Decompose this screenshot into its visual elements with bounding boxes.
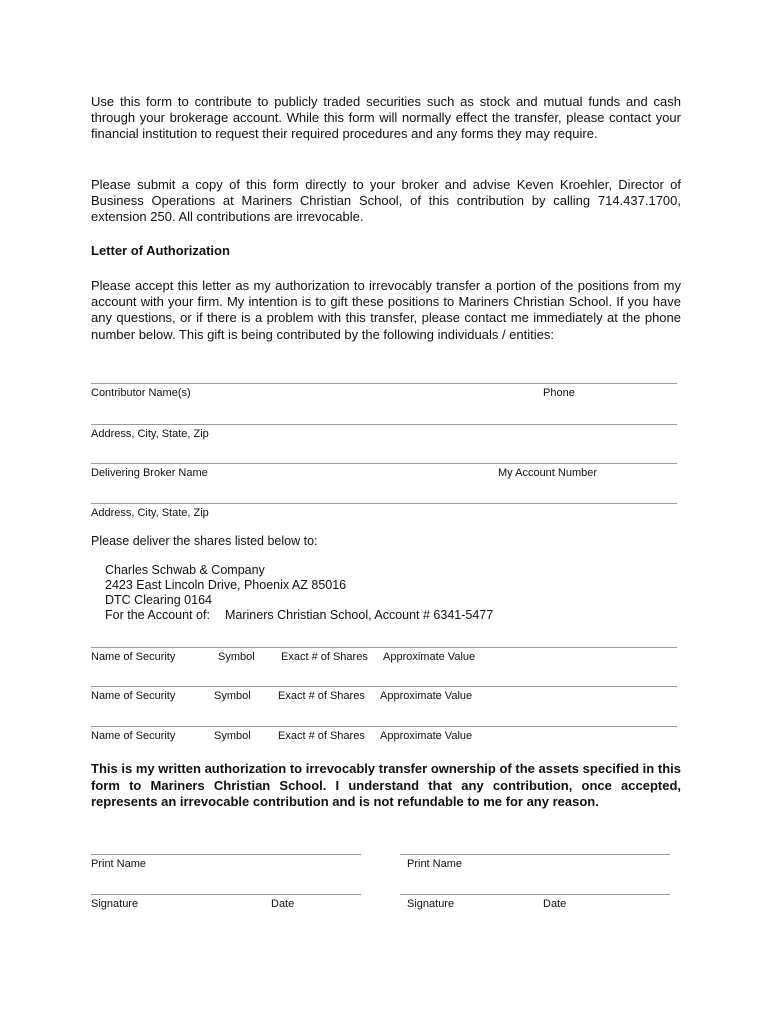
intro-paragraph: Use this form to contribute to publicly traded securities such as stock and mutual funds and cash through your brokerage account. While this form will normally effect the transfer, please contact your financial institution to request their required procedures and any forms they may require. xyxy=(91,94,681,142)
security-symbol-label: Symbol xyxy=(214,690,251,702)
security-shares-label: Exact # of Shares xyxy=(281,651,368,663)
delivery-account-label: For the Account of: xyxy=(105,608,210,622)
security-name-label: Name of Security xyxy=(91,651,176,663)
address-label-1: Address, City, State, Zip xyxy=(91,428,209,440)
address-label-2: Address, City, State, Zip xyxy=(91,507,209,519)
delivery-instruction: Please deliver the shares listed below to: xyxy=(91,534,318,548)
delivering-broker-label: Delivering Broker Name xyxy=(91,467,208,479)
security-value-label: Approximate Value xyxy=(380,690,473,702)
security-line-3[interactable] xyxy=(91,726,677,727)
date-label-left: Date xyxy=(271,898,295,910)
signature-line-left[interactable] xyxy=(91,894,361,895)
security-value-label: Approximate Value xyxy=(380,730,473,742)
print-name-line-left[interactable] xyxy=(91,854,361,855)
signature-line-right[interactable] xyxy=(400,894,670,895)
security-value-label: Approximate Value xyxy=(383,651,476,663)
print-name-line-right[interactable] xyxy=(400,854,670,855)
security-name-label: Name of Security xyxy=(91,730,176,742)
broker-line[interactable] xyxy=(91,463,677,464)
delivery-company: Charles Schwab & Company xyxy=(105,563,265,577)
letter-heading: Letter of Authorization xyxy=(91,243,230,258)
security-symbol-label: Symbol xyxy=(214,730,251,742)
phone-label: Phone xyxy=(543,387,575,399)
date-label-right: Date xyxy=(543,898,567,910)
signature-label-right: Signature xyxy=(407,898,455,910)
security-line-1[interactable] xyxy=(91,647,677,648)
address-line-1[interactable] xyxy=(91,424,677,425)
submit-instructions-paragraph: Please submit a copy of this form directly to your broker and advise Keven Kroehler, Director of Business Operations at Mariners Christian School, of this contribution by calling 714.437.1700, extension 250. All contributions are irrevocable. xyxy=(91,177,681,225)
security-shares-label: Exact # of Shares xyxy=(278,690,365,702)
account-number-label: My Account Number xyxy=(498,467,598,479)
signature-label-left: Signature xyxy=(91,898,139,910)
delivery-account-value: Mariners Christian School, Account # 6341-5477 xyxy=(225,608,494,622)
letter-body: Please accept this letter as my authorization to irrevocably transfer a portion of the positions from my account with your firm. My intention is to gift these positions to Mariners Christian School. If you have any questions, or if there is a problem with this transfer, please contact me immediately at the phone number below. This gift is being contributed by the following individuals / entities: xyxy=(91,278,681,342)
contributor-names-label: Contributor Name(s) xyxy=(91,387,191,399)
delivery-address: 2423 East Lincoln Drive, Phoenix AZ 85016 xyxy=(105,578,347,592)
authorization-statement: This is my written authorization to irrevocably transfer ownership of the assets specified in this form to Mariners Christian School. I understand that any contribution, once accepted, represents an irrevocable contribution and is not refundable to me for any reason. xyxy=(91,761,681,809)
contributor-name-line[interactable] xyxy=(91,383,677,384)
print-name-label-left: Print Name xyxy=(91,858,147,870)
print-name-label-right: Print Name xyxy=(407,858,463,870)
security-name-label: Name of Security xyxy=(91,690,176,702)
security-symbol-label: Symbol xyxy=(218,651,255,663)
security-line-2[interactable] xyxy=(91,686,677,687)
address-line-2[interactable] xyxy=(91,503,677,504)
delivery-dtc: DTC Clearing 0164 xyxy=(105,593,212,607)
security-shares-label: Exact # of Shares xyxy=(278,730,365,742)
